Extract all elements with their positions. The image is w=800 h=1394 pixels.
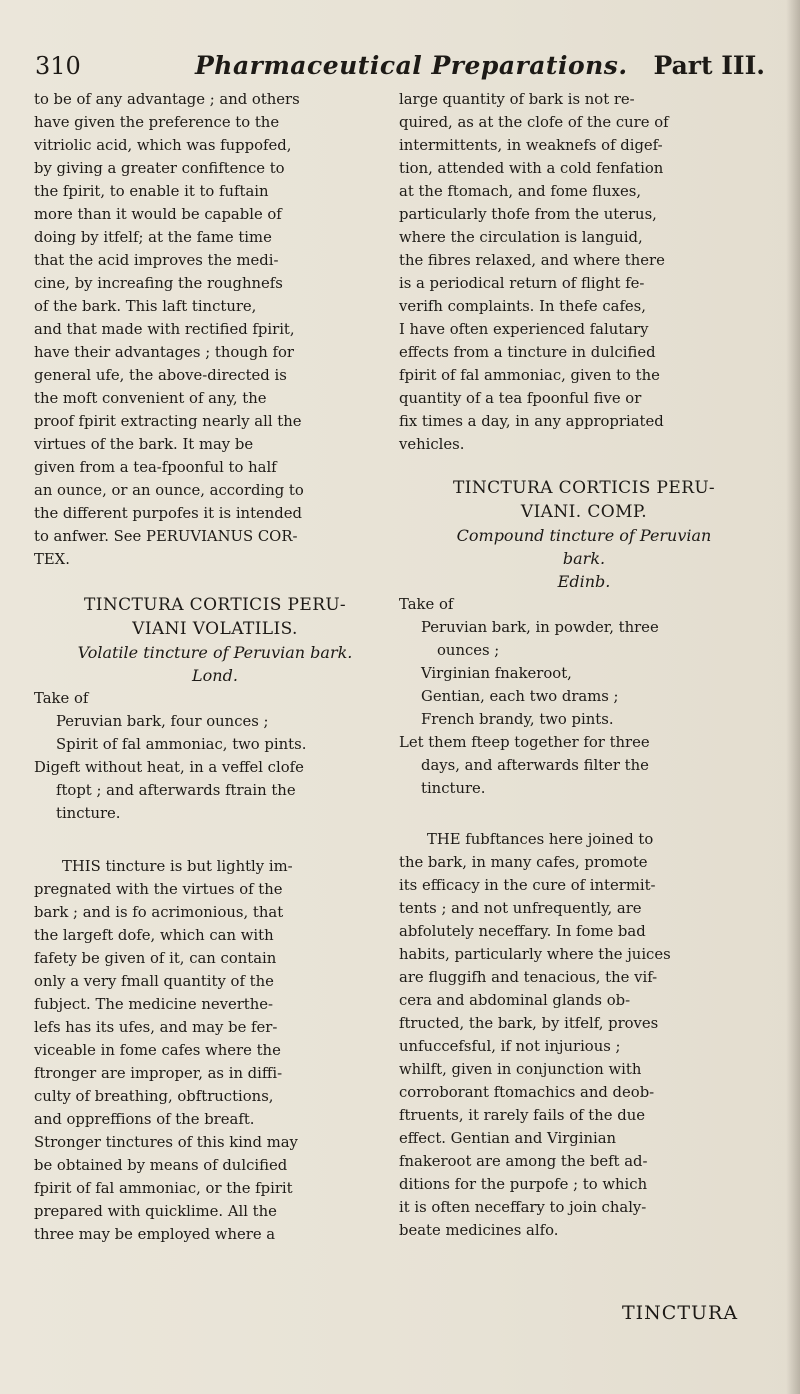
recipe-subtitle: Volatile tincture of Peruvian bark. (77, 643, 353, 662)
text-line: ftronger are improper, as in diffi- (34, 1065, 283, 1082)
right-column (399, 88, 769, 1242)
text-line: ftruents, it rarely fails of the due (399, 1107, 646, 1124)
text-line: is a periodical return of flight fe- (399, 275, 645, 292)
text-line: the different purpofes it is intended (34, 505, 303, 522)
text-line: quired, as at the clofe of the cure of (399, 114, 669, 131)
text-line: the largeft dofe, which can with (34, 927, 274, 944)
text-line: tion, attended with a cold fenfation (399, 160, 664, 177)
text-line: ftructed, the bark, by itfelf, proves (399, 1015, 659, 1032)
text-line: be obtained by means of dulcified (34, 1157, 288, 1174)
text-line: the moft convenient of any, the (34, 390, 267, 407)
text-line: large quantity of bark is not re- (399, 91, 635, 108)
direction-line: Digeft without heat, in a veffel clofe (34, 759, 304, 776)
direction-line: tincture. (56, 805, 121, 822)
ingredient-line: Peruvian bark, in powder, three (421, 619, 659, 636)
text-line: whilft, given in conjunction with (399, 1061, 642, 1078)
direction-line: ftopt ; and afterwards ftrain the (56, 782, 296, 799)
recipe-subtitle-line-2: bark. (562, 549, 606, 568)
part-label: Part III. (653, 51, 765, 80)
text-line: at the ftomach, and fome fluxes, (399, 183, 642, 200)
text-line: where the circulation is languid, (399, 229, 643, 246)
ingredient-line: Peruvian bark, four ounces ; (56, 713, 269, 730)
text-line: effects from a tincture in dulcified (399, 344, 656, 361)
text-line: habits, particularly where the juices (399, 946, 671, 963)
left-column (34, 88, 396, 1246)
ingredient-line: ounces ; (437, 642, 500, 659)
text-line: tents ; and not unfrequently, are (399, 900, 642, 917)
direction-line: tincture. (421, 780, 486, 797)
running-title: Pharmaceutical Preparations. (195, 51, 628, 80)
text-line: and oppreffions of the breaft. (34, 1111, 255, 1128)
text-line: the fibres relaxed, and where there (399, 252, 665, 269)
text-line: doing by itfelf; at the fame time (34, 229, 272, 246)
ingredient-line: Virginian fnakeroot, (421, 665, 572, 682)
text-line: abfolutely neceffary. In fome bad (399, 923, 646, 940)
running-header (35, 46, 765, 86)
text-line: ditions for the purpofe ; to which (399, 1176, 648, 1193)
direction-line: Let them fteep together for three (399, 734, 650, 751)
page-edge-shadow (786, 0, 800, 1394)
text-line: fpirit of fal ammoniac, or the fpirit (34, 1180, 293, 1197)
text-line: of the bark. This laft tincture, (34, 298, 257, 315)
text-line: the fpirit, to enable it to fuftain (34, 183, 269, 200)
text-line: that the acid improves the medi- (34, 252, 279, 269)
recipe-title-line-2: VIANI. COMP. (520, 502, 648, 522)
text-line: three may be employed where a (34, 1226, 276, 1243)
text-line: to be of any advantage ; and others (34, 91, 300, 108)
text-line: fnakeroot are among the beft ad- (399, 1153, 648, 1170)
text-line: Stronger tinctures of this kind may (34, 1134, 298, 1151)
text-line: an ounce, or an ounce, according to (34, 482, 304, 499)
text-line: culty of breathing, obftructions, (34, 1088, 274, 1105)
text-line: verifh complaints. In thefe cafes, (399, 298, 646, 315)
take-of-label: Take of (399, 596, 454, 613)
text-line: bark ; and is fo acrimonious, that (34, 904, 284, 921)
text-line: proof fpirit extracting nearly all the (34, 413, 302, 430)
text-line: general ufe, the above-directed is (34, 367, 287, 384)
recipe-subtitle-line-1: Compound tincture of Peruvian (456, 526, 712, 545)
text-line: lefs has its ufes, and may be fer- (34, 1019, 278, 1036)
text-line: given from a tea-fpoonful to half (34, 459, 277, 476)
text-line: unfuccefsful, if not injurious ; (399, 1038, 621, 1055)
text-line: it is often neceffary to join chaly- (399, 1199, 647, 1216)
text-line: fix times a day, in any appropriated (399, 413, 664, 430)
text-line: quantity of a tea fpoonful five or (399, 390, 642, 407)
catchword: TINCTURA (622, 1302, 739, 1324)
recipe-title-line-2: VIANI VOLATILIS. (132, 619, 298, 639)
recipe-title-line-1: TINCTURA CORTICIS PERU- (453, 478, 715, 498)
text-line: the bark, in many cafes, promote (399, 854, 648, 871)
recipe-source: Edinb. (557, 572, 611, 591)
right-commentary-paragraph (399, 828, 769, 1242)
text-line: viceable in fome cafes where the (34, 1042, 281, 1059)
text-line: virtues of the bark. It may be (34, 436, 254, 453)
text-line: corroborant ftomachics and deob- (399, 1084, 655, 1101)
text-line: TEX. (34, 551, 70, 568)
text-line: THE fubftances here joined to (427, 831, 654, 848)
text-line: fpirit of fal ammoniac, given to the (399, 367, 660, 384)
text-line: pregnated with the virtues of the (34, 881, 283, 898)
text-line: beate medicines alfo. (399, 1222, 559, 1239)
text-line: have given the preference to the (34, 114, 280, 131)
ingredient-line: French brandy, two pints. (421, 711, 614, 728)
text-line: by giving a greater confiftence to (34, 160, 285, 177)
text-line: prepared with quicklime. All the (34, 1203, 277, 1220)
text-line: are fluggifh and tenacious, the vif- (399, 969, 658, 986)
recipe-title-line-1: TINCTURA CORTICIS PERU- (84, 595, 346, 615)
text-line: only a very fmall quantity of the (34, 973, 274, 990)
text-line: fubject. The medicine neverthe- (34, 996, 274, 1013)
text-line: more than it would be capable of (34, 206, 282, 223)
text-line: fafety be given of it, can contain (34, 950, 277, 967)
text-line: its efficacy in the cure of intermit- (399, 877, 656, 894)
text-line: to anfwer. See PERUVIANUS COR- (34, 528, 298, 545)
text-line: I have often experienced falutary (399, 321, 649, 338)
ingredient-line: Spirit of fal ammoniac, two pints. (56, 736, 307, 753)
text-line: THIS tincture is but lightly im- (62, 858, 293, 875)
take-of-label: Take of (34, 690, 89, 707)
right-intro-paragraph (399, 88, 769, 456)
left-intro-paragraph (34, 88, 396, 571)
left-commentary-paragraph (34, 855, 396, 1246)
text-line: cera and abdominal glands ob- (399, 992, 631, 1009)
text-line: effect. Gentian and Virginian (399, 1130, 617, 1147)
text-line: vehicles. (399, 436, 465, 453)
ingredient-line: Gentian, each two drams ; (421, 688, 619, 705)
text-line: have their advantages ; though for (34, 344, 294, 361)
text-line: intermittents, in weaknefs of digef- (399, 137, 663, 154)
recipe-source: Lond. (192, 666, 238, 685)
text-line: cine, by increafing the roughnefs (34, 275, 283, 292)
text-line: vitriolic acid, which was fuppofed, (34, 137, 292, 154)
text-line: and that made with rectified fpirit, (34, 321, 295, 338)
page-number: 310 (35, 52, 81, 80)
direction-line: days, and afterwards filter the (421, 757, 649, 774)
text-line: particularly thofe from the uterus, (399, 206, 657, 223)
